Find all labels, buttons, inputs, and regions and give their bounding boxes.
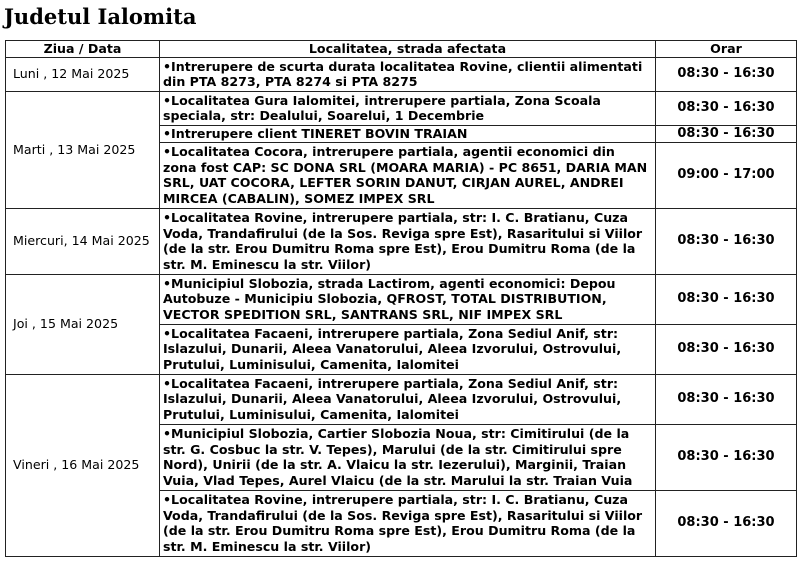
time-cell: 08:30 - 16:30 (656, 490, 797, 556)
time-cell: 08:30 - 16:30 (656, 324, 797, 374)
location-cell: •Localitatea Rovine, intrerupere partiala, str: I. C. Bratianu, Cuza Voda, Trandafirului (de la Sos. Reviga spre Est), Rasaritului si Viilor (de la str. Erou Dumitru Roma spre Est), Erou Dumitru Roma (de la str. M. Eminescu la str. Viilor) (160, 490, 656, 556)
location-cell: •Localitatea Facaeni, intrerupere partiala, Zona Sediul Anif, str: Islazului, Dunarii, Aleea Vanatorului, Aleea Izvorului, Ostrovului, Prutului, Luminisului, Camenita, Ialomitei (160, 374, 656, 424)
location-cell: •Intrerupere de scurta durata localitatea Rovine, clientii alimentati din PTA 8273, PTA 8274 si PTA 8275 (160, 57, 656, 91)
time-cell: 08:30 - 16:30 (656, 208, 797, 274)
location-cell: •Localitatea Cocora, intrerupere partiala, agentii economici din zona fost CAP: SC DONA SRL (MOARA MARIA) - PC 8651, DARIA MAN SRL, UAT COCORA, LEFTER SORIN DANUT, CIRJAN AUREL, ANDREI MIRCEA (CABALIN), SOMEZ IMPEX SRL (160, 142, 656, 208)
outage-table (5, 40, 797, 557)
table-header-row (6, 41, 797, 58)
time-cell: 08:30 - 16:30 (656, 125, 797, 142)
day-cell: Vineri , 16 Mai 2025 (6, 374, 160, 556)
day-cell: Luni , 12 Mai 2025 (6, 57, 160, 91)
header-time: Orar (656, 41, 797, 58)
day-cell: Miercuri, 14 Mai 2025 (6, 208, 160, 274)
page-title: Judetul Ialomita (4, 4, 197, 29)
time-cell: 08:30 - 16:30 (656, 274, 797, 324)
location-cell: •Localitatea Gura Ialomitei, intrerupere partiala, Zona Scoala speciala, str: Dealului, Soarelui, 1 Decembrie (160, 91, 656, 125)
day-cell: Joi , 15 Mai 2025 (6, 274, 160, 374)
location-cell: •Intrerupere client TINERET BOVIN TRAIAN (160, 125, 656, 142)
table-row (6, 374, 797, 424)
location-cell: •Municipiul Slobozia, Cartier Slobozia Noua, str: Cimitirului (de la str. G. Cosbuc la str. V. Tepes), Marului (de la str. Cimitirului spre Nord), Unirii (de la str. A. Vlaicu la str. Iezerului), Marginii, Traian Vuia, Vlad Tepes, Aurel Vlaicu (de la str. Marului la str. Traian Vuia (160, 424, 656, 490)
time-cell: 08:30 - 16:30 (656, 57, 797, 91)
day-cell: Marti , 13 Mai 2025 (6, 91, 160, 208)
time-cell: 08:30 - 16:30 (656, 91, 797, 125)
location-cell: •Localitatea Rovine, intrerupere partiala, str: I. C. Bratianu, Cuza Voda, Trandafirului (de la Sos. Reviga spre Est), Rasaritului si Viilor (de la str. Erou Dumitru Roma spre Est), Erou Dumitru Roma (de la str. M. Eminescu la str. Viilor) (160, 208, 656, 274)
table-row (6, 208, 797, 274)
header-location: Localitatea, strada afectata (160, 41, 656, 58)
table-row (6, 91, 797, 125)
header-day: Ziua / Data (6, 41, 160, 58)
time-cell: 09:00 - 17:00 (656, 142, 797, 208)
time-cell: 08:30 - 16:30 (656, 374, 797, 424)
location-cell: •Localitatea Facaeni, intrerupere partiala, Zona Sediul Anif, str: Islazului, Dunarii, Aleea Vanatorului, Aleea Izvorului, Ostrovului, Prutului, Luminisului, Camenita, Ialomitei (160, 324, 656, 374)
table-row (6, 57, 797, 91)
table-row (6, 274, 797, 324)
location-cell: •Municipiul Slobozia, strada Lactirom, agenti economici: Depou Autobuze - Municipiu Slobozia, QFROST, TOTAL DISTRIBUTION, VECTOR SPEDITION SRL, SANTRANS SRL, NIF IMPEX SRL (160, 274, 656, 324)
time-cell: 08:30 - 16:30 (656, 424, 797, 490)
